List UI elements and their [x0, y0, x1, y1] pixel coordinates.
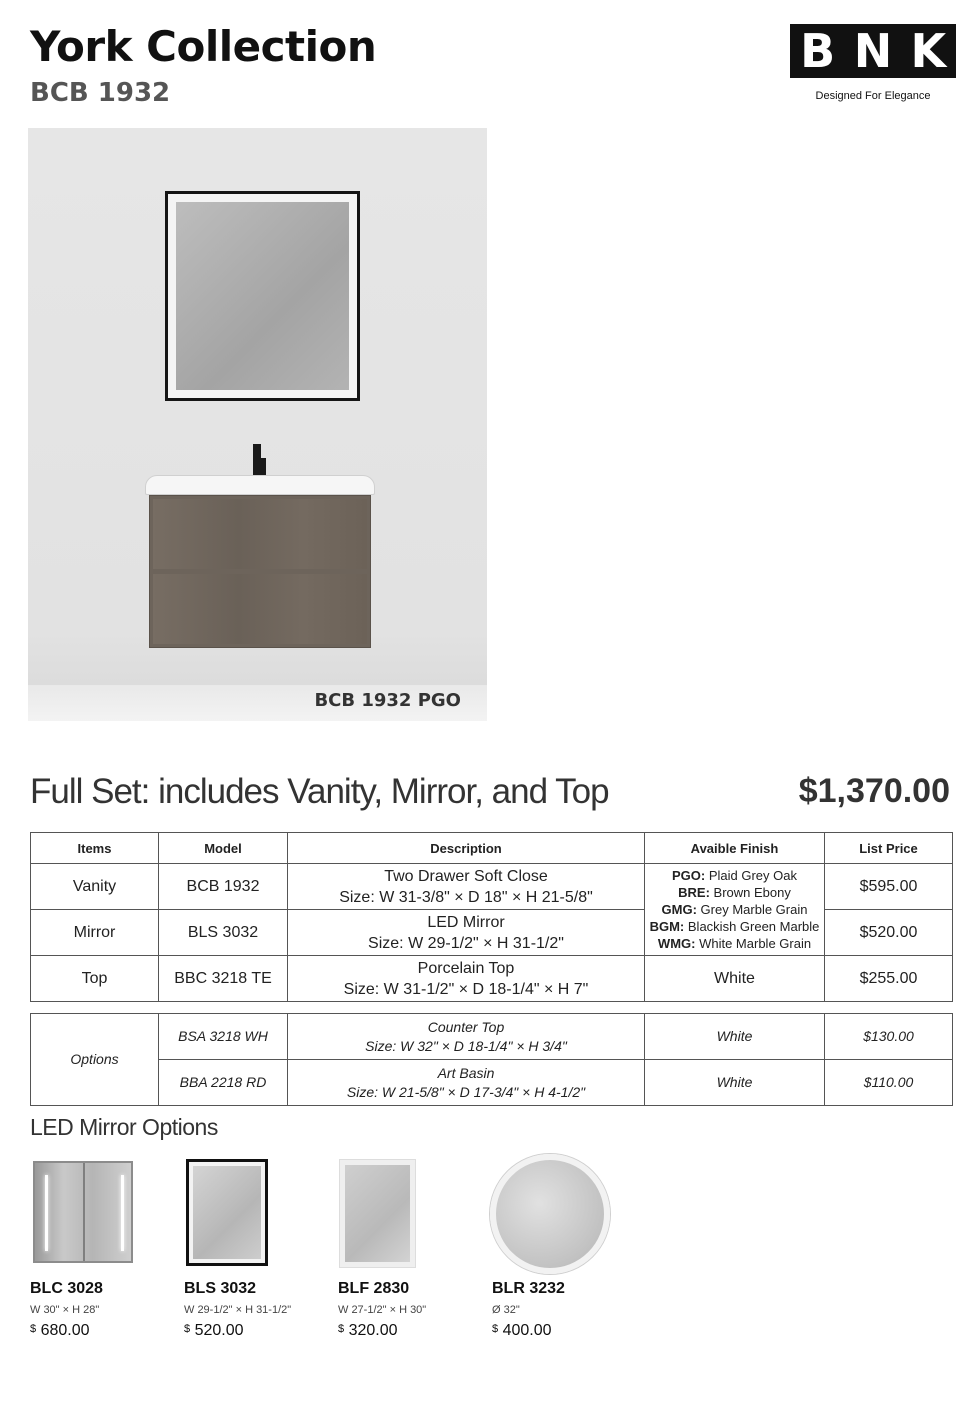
model-cell: BLS 3032: [159, 910, 288, 956]
description-cell: [288, 864, 645, 910]
photo-caption: BCB 1932 PGO: [314, 690, 461, 711]
logo-letter: N: [853, 24, 893, 78]
column-header: List Price: [825, 833, 953, 864]
finish-item: WMG: White Marble Grain: [657, 936, 812, 951]
option-price: $ 680.00: [30, 1322, 90, 1339]
option-size: W 29-1/2" × H 31-1/2": [184, 1304, 292, 1316]
brand-tagline: Designed For Elegance: [815, 90, 931, 102]
currency-symbol: $: [338, 1323, 345, 1335]
description-size: Size: W 31-1/2" × D 18-1/4" × H 7": [343, 980, 589, 998]
option-price: $ 320.00: [338, 1322, 398, 1339]
table-header-row: [31, 833, 953, 864]
description-title: Two Drawer Soft Close: [384, 867, 548, 885]
options-table: [30, 1013, 953, 1106]
column-header: Items: [31, 833, 159, 864]
description-title: Porcelain Top: [417, 959, 515, 977]
option-size: W 27-1/2" × H 30": [338, 1304, 427, 1316]
option-size: Ø 32": [492, 1304, 520, 1316]
basin-top: [145, 475, 375, 495]
option-model: BLS 3032: [184, 1280, 257, 1297]
finish-item: BGM: Blackish Green Marble: [649, 919, 820, 934]
round-mirror-image: [492, 1158, 632, 1268]
led-options-title: LED Mirror Options: [30, 1114, 218, 1140]
description-title: Art Basin: [437, 1064, 495, 1081]
finish-cell: White: [645, 956, 825, 1002]
model-cell: BBA 2218 RD: [159, 1060, 288, 1106]
finish-item: PGO: Plaid Grey Oak: [671, 868, 797, 883]
finish-cell: White: [645, 1060, 825, 1106]
finish-item: GMG: Grey Marble Grain: [661, 902, 808, 917]
pricing-table: [30, 832, 953, 1002]
column-header: Model: [159, 833, 288, 864]
option-size: W 30" × H 28": [30, 1304, 100, 1316]
led-option-card: [184, 1158, 324, 1339]
currency-symbol: $: [492, 1323, 499, 1335]
drawer-bottom: [153, 574, 367, 644]
led-option-card: [30, 1158, 170, 1339]
description-title: LED Mirror: [427, 913, 505, 931]
finish-list-cell: [645, 864, 825, 956]
item-cell: Top: [31, 956, 159, 1002]
option-price: $ 520.00: [184, 1322, 244, 1339]
faucet-spout: [258, 458, 266, 476]
options-label-cell: Options: [31, 1014, 159, 1106]
table-row: [31, 1014, 953, 1060]
model-cell: BBC 3218 TE: [159, 956, 288, 1002]
description-cell: [288, 910, 645, 956]
price-cell: $255.00: [825, 956, 953, 1002]
item-cell: Mirror: [31, 910, 159, 956]
product-photo: [28, 128, 487, 721]
table-row: [31, 1060, 953, 1106]
table-row: [31, 956, 953, 1002]
vanity-cabinet: [149, 495, 371, 648]
currency-symbol: $: [30, 1323, 37, 1335]
price-cell: $130.00: [825, 1014, 953, 1060]
column-header: Avaible Finish: [645, 833, 825, 864]
model-cell: BCB 1932: [159, 864, 288, 910]
led-option-card: [492, 1158, 632, 1339]
drawer-top: [153, 499, 367, 569]
description-cell: [288, 956, 645, 1002]
description-size: Size: W 31-3/8" × D 18" × H 21-5/8": [339, 888, 593, 906]
option-model: BLR 3232: [492, 1280, 565, 1297]
full-set-label: Full Set: includes Vanity, Mirror, and Top: [30, 772, 609, 811]
description-cell: [288, 1014, 645, 1060]
item-cell: Vanity: [31, 864, 159, 910]
page-title: York Collection: [30, 22, 377, 71]
product-model: BCB 1932: [30, 78, 171, 108]
price-cell: $520.00: [825, 910, 953, 956]
column-header: Description: [288, 833, 645, 864]
price-cell: $110.00: [825, 1060, 953, 1106]
option-price: $ 400.00: [492, 1322, 552, 1339]
description-title: Counter Top: [427, 1018, 505, 1035]
mirror-cabinet-image: [30, 1158, 170, 1268]
logo-letter: B: [800, 24, 836, 78]
description-size: Size: W 29-1/2" × H 31-1/2": [368, 934, 564, 952]
price-cell: $595.00: [825, 864, 953, 910]
option-model: BLC 3028: [30, 1280, 103, 1297]
led-option-card: [338, 1158, 478, 1339]
brand-logo: [790, 24, 956, 78]
description-size: Size: W 32" × D 18-1/4" × H 3/4": [365, 1037, 567, 1054]
framed-mirror-image: [184, 1158, 324, 1268]
mirror-image: [165, 191, 360, 401]
finish-item: BRE: Brown Ebony: [678, 885, 791, 900]
frameless-mirror-image: [338, 1158, 478, 1268]
model-cell: BSA 3218 WH: [159, 1014, 288, 1060]
logo-letter: K: [910, 24, 947, 78]
option-model: BLF 2830: [338, 1280, 410, 1297]
finish-cell: White: [645, 1014, 825, 1060]
table-row: [31, 864, 953, 910]
description-size: Size: W 21-5/8" × D 17-3/4" × H 4-1/2": [346, 1083, 586, 1100]
description-cell: [288, 1060, 645, 1106]
currency-symbol: $: [184, 1323, 191, 1335]
full-set-price: $1,370.00: [798, 772, 950, 810]
